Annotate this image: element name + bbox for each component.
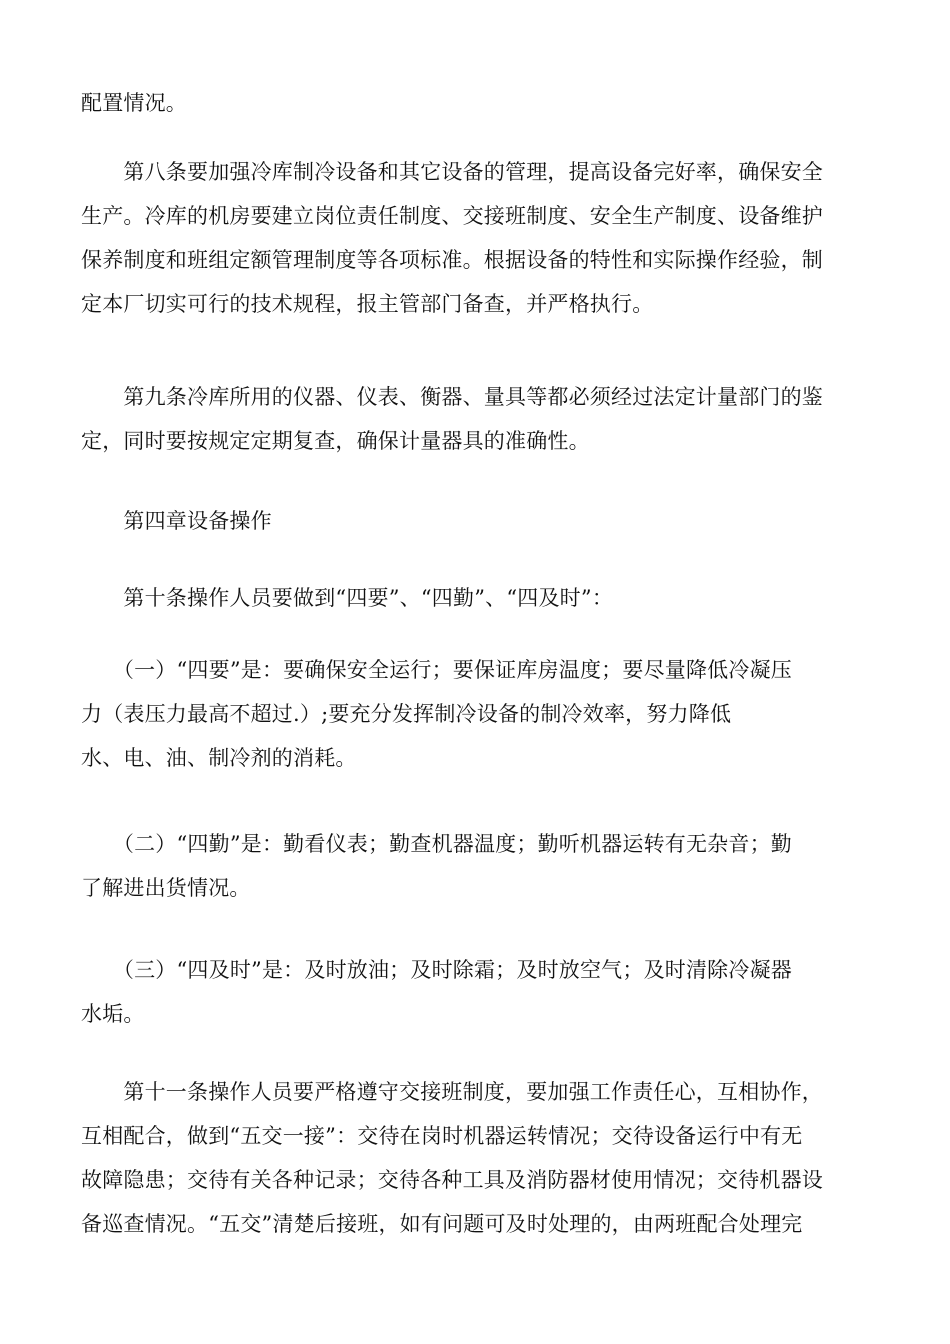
paragraph-item-2	[81, 822, 871, 910]
text-line: 了解进出货情况。	[81, 876, 251, 900]
text-line: 保养制度和班组定额管理制度等各项标准。根据设备的特性和实际操作经验，制	[81, 248, 823, 272]
text-line: 第八条要加强冷库制冷设备和其它设备的管理，提高设备完好率，确保安全	[81, 160, 823, 184]
text-line: 力（表压力最高不超过.）;要充分发挥制冷设备的制冷效率，努力降低	[81, 702, 732, 726]
text-line: 定本厂切实可行的技术规程，报主管部门备查，并严格执行。	[81, 292, 654, 316]
text-line: 定，同时要按规定定期复查，确保计量器具的准确性。	[81, 429, 590, 453]
paragraph-continuation	[81, 81, 871, 125]
text-line: 互相配合，做到“五交一接”：交待在岗时机器运转情况；交待设备运行中有无	[81, 1124, 803, 1148]
paragraph-article-9	[81, 375, 871, 463]
text-line: 故障隐患；交待有关各种记录；交待各种工具及消防器材使用情况；交待机器设	[81, 1168, 823, 1192]
paragraph-article-8	[81, 150, 871, 326]
text-line: 第十条操作人员要做到“四要”、“四勤”、“四及时”：	[81, 586, 614, 610]
text-line: 第四章设备操作	[81, 509, 272, 533]
text-line: （三）“四及时”是：及时放油；及时除霜；及时放空气；及时清除冷凝器	[81, 958, 792, 982]
text-line: 配置情况。	[81, 91, 187, 115]
text-line: 生产。冷库的机房要建立岗位责任制度、交接班制度、安全生产制度、设备维护	[81, 204, 823, 228]
text-line: 第九条冷库所用的仪器、仪表、衡器、量具等都必须经过法定计量部门的鉴	[81, 385, 823, 409]
paragraph-item-3	[81, 948, 871, 1036]
paragraph-article-11	[81, 1070, 871, 1246]
text-line: 第十一条操作人员要严格遵守交接班制度，要加强工作责任心，互相协作，	[81, 1080, 823, 1104]
paragraph-item-1	[81, 648, 871, 780]
chapter-heading	[81, 499, 871, 543]
text-line: 水、电、油、制冷剂的消耗。	[81, 746, 357, 770]
text-line: 备巡查情况。“五交”清楚后接班，如有问题可及时处理的，由两班配合处理完	[81, 1212, 803, 1236]
paragraph-article-10	[81, 576, 871, 620]
text-line: （二）“四勤”是：勤看仪表；勤查机器温度；勤听机器运转有无杂音；勤	[81, 832, 792, 856]
text-line: （一）“四要”是：要确保安全运行；要保证库房温度；要尽量降低冷凝压	[81, 658, 792, 682]
text-line: 水垢。	[81, 1002, 145, 1026]
